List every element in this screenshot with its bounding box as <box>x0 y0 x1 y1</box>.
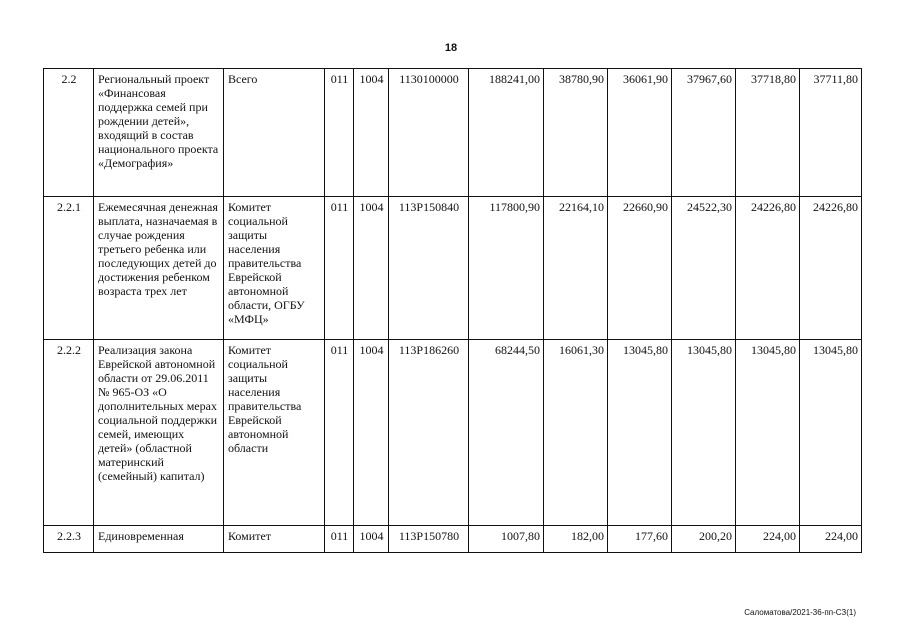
row-number: 2.2.1 <box>44 197 94 340</box>
table-row <box>44 340 862 526</box>
total-value: 68244,50 <box>469 340 544 526</box>
year-5-value: 224,00 <box>800 526 862 553</box>
rzpr-code: 1004 <box>354 69 389 197</box>
csr-code: 113P150780 <box>389 526 469 553</box>
total-value: 1007,80 <box>469 526 544 553</box>
year-4-value: 13045,80 <box>736 340 800 526</box>
total-value: 188241,00 <box>469 69 544 197</box>
executor: Всего <box>224 69 325 197</box>
year-2-value: 177,60 <box>608 526 672 553</box>
year-2-value: 22660,90 <box>608 197 672 340</box>
rzpr-code: 1004 <box>354 340 389 526</box>
year-5-value: 37711,80 <box>800 69 862 197</box>
year-2-value: 36061,90 <box>608 69 672 197</box>
year-3-value: 200,20 <box>672 526 736 553</box>
year-1-value: 22164,10 <box>544 197 608 340</box>
year-1-value: 38780,90 <box>544 69 608 197</box>
grbs-code: 011 <box>325 340 354 526</box>
year-3-value: 24522,30 <box>672 197 736 340</box>
csr-code: 1130100000 <box>389 69 469 197</box>
row-number: 2.2 <box>44 69 94 197</box>
row-number: 2.2.3 <box>44 526 94 553</box>
year-1-value: 182,00 <box>544 526 608 553</box>
year-4-value: 24226,80 <box>736 197 800 340</box>
table-row <box>44 197 862 340</box>
grbs-code: 011 <box>325 526 354 553</box>
total-value: 117800,90 <box>469 197 544 340</box>
year-5-value: 24226,80 <box>800 197 862 340</box>
year-2-value: 13045,80 <box>608 340 672 526</box>
executor: Комитет социальной защиты населения правительства Еврейской автономной области, ОГБУ «МФЦ» <box>224 197 325 340</box>
page-number: 18 <box>444 42 458 54</box>
grbs-code: 011 <box>325 69 354 197</box>
activity-name: Региональный проект «Финансовая поддержка семей при рождении детей», входящий в состав национального проекта «Демография» <box>94 69 224 197</box>
year-4-value: 224,00 <box>736 526 800 553</box>
activity-name: Ежемесячная денежная выплата, назначаемая в случае рождения третьего ребенка или последующих детей до достижения ребенком возраста трех лет <box>94 197 224 340</box>
year-3-value: 37967,60 <box>672 69 736 197</box>
row-number: 2.2.2 <box>44 340 94 526</box>
grbs-code: 011 <box>325 197 354 340</box>
activity-name: Единовременная <box>94 526 224 553</box>
budget-table <box>43 68 862 553</box>
table-row <box>44 526 862 553</box>
executor: Комитет социальной защиты населения правительства Еврейской автономной области <box>224 340 325 526</box>
csr-code: 113P150840 <box>389 197 469 340</box>
year-4-value: 37718,80 <box>736 69 800 197</box>
rzpr-code: 1004 <box>354 197 389 340</box>
year-5-value: 13045,80 <box>800 340 862 526</box>
executor: Комитет <box>224 526 325 553</box>
table-row <box>44 69 862 197</box>
document-footer: Саломатова/2021-36-пп-СЗ(1) <box>744 608 856 617</box>
activity-name: Реализация закона Еврейской автономной области от 29.06.2011 № 965-ОЗ «О дополнительных мерах социальной поддержки семей, имеющих детей» (областной материнский (семейный) капитал) <box>94 340 224 526</box>
year-3-value: 13045,80 <box>672 340 736 526</box>
rzpr-code: 1004 <box>354 526 389 553</box>
csr-code: 113P186260 <box>389 340 469 526</box>
year-1-value: 16061,30 <box>544 340 608 526</box>
